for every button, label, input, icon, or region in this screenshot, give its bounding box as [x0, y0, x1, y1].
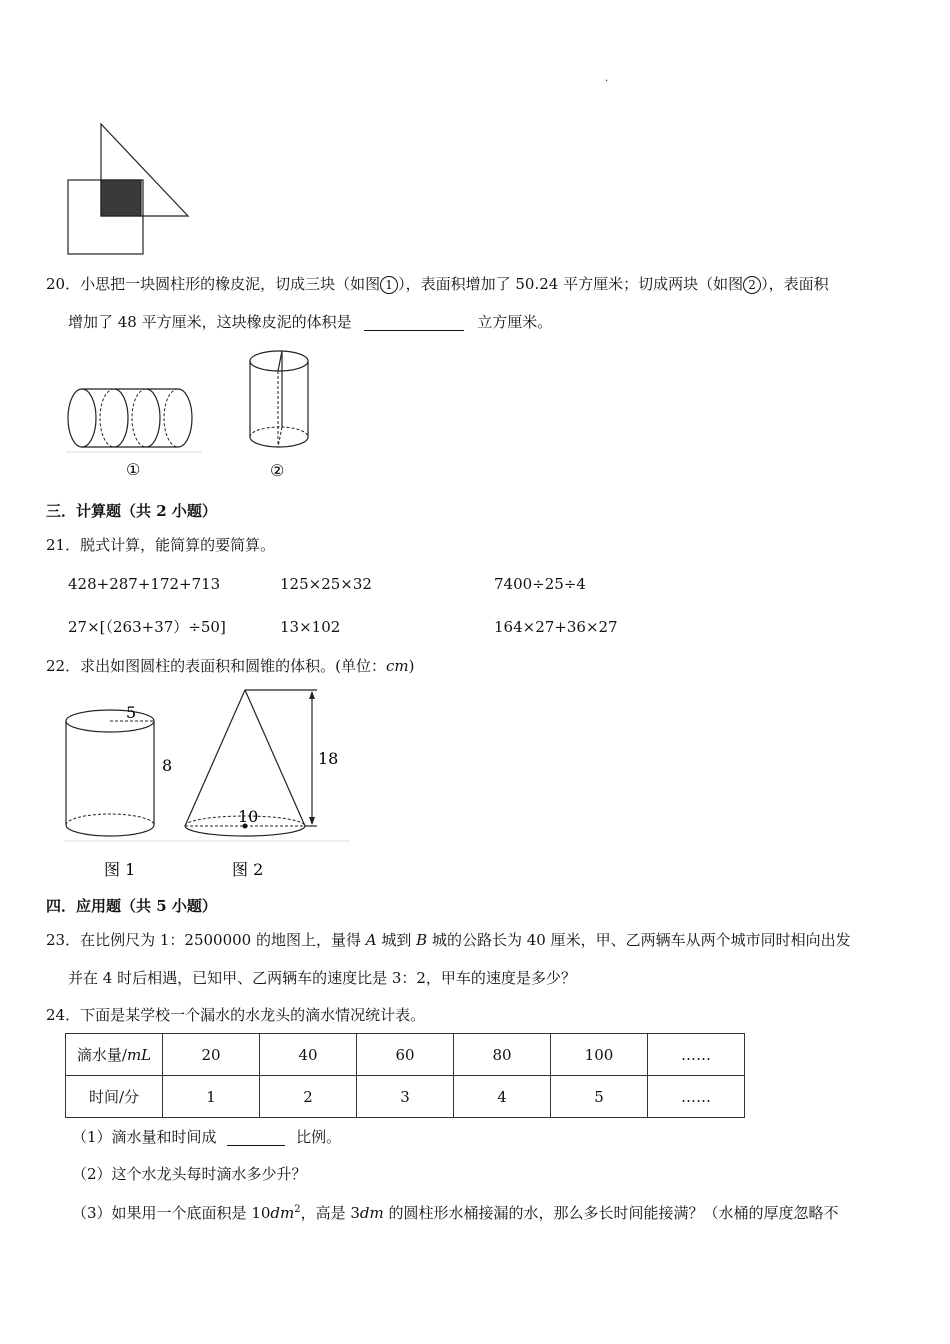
q21-expr-6: 164×27+36×27 — [494, 618, 618, 636]
q21-expr-4: 27×[（263+37）÷50] — [68, 618, 226, 636]
q24-sub3: （3）如果用一个底面积是 $10dm^2$，高是 3dm 的圆柱形水桶接漏的水，那么多长时间能接满？（水桶的厚度忽略不 — [72, 1204, 839, 1222]
fig2-label: ② — [270, 461, 285, 480]
table-cell: 5 — [551, 1076, 648, 1118]
header-dot: . — [605, 73, 609, 84]
table-cell: 80 — [454, 1034, 551, 1076]
ratio-blank[interactable] — [227, 1130, 285, 1146]
q21-expr-2: 125×25×32 — [280, 575, 372, 593]
cone-diameter-label: 10 — [238, 807, 259, 826]
table-head-time: 时间/分 — [66, 1076, 163, 1118]
section-4-title: 四．应用题（共 5 小题） — [46, 897, 217, 915]
table-cell: 40 — [260, 1034, 357, 1076]
q20-line1: 20．小思把一块圆柱形的橡皮泥，切成三块（如图 1 ），表面积增加了 50.24 平方厘米；切成两块（如图 2 ），表面积 — [46, 275, 829, 293]
cylinder-three-pieces-figure — [62, 385, 207, 485]
table-cell: 1 — [163, 1076, 260, 1118]
cylinder-radius-label: 5 — [126, 703, 137, 722]
table-cell: 100 — [551, 1034, 648, 1076]
cylinder-two-pieces-figure — [242, 343, 317, 485]
table-cell: 3 — [357, 1076, 454, 1118]
table-cell: …… — [648, 1034, 745, 1076]
figure-1-caption: 图 1 — [104, 860, 136, 879]
q24-sub1: （1）滴水量和时间成 比例。 — [72, 1128, 342, 1146]
table-row — [66, 1076, 745, 1118]
q22-text: 22．求出如图圆柱的表面积和圆锥的体积。(单位：cm) — [46, 657, 415, 675]
table-cell: …… — [648, 1076, 745, 1118]
figure-2-caption: 图 2 — [232, 860, 264, 879]
q23-line2: 并在 4 时后相遇，已知甲、乙两辆车的速度比是 3：2，甲车的速度是多少？ — [68, 969, 576, 987]
fig1-mark: 1 — [380, 276, 398, 294]
table-cell: 60 — [357, 1034, 454, 1076]
answer-blank[interactable] — [364, 315, 464, 331]
q24-sub2: （2）这个水龙头每时滴水多少升？ — [72, 1165, 307, 1183]
table-cell: 4 — [454, 1076, 551, 1118]
cylinder-height-label: 8 — [162, 756, 173, 775]
fig2-mark: 2 — [743, 276, 761, 294]
table-head-water: 滴水量/mL — [66, 1034, 163, 1076]
q24-text: 24．下面是某学校一个漏水的水龙头的滴水情况统计表。 — [46, 1006, 426, 1024]
cone-height-label: 18 — [318, 749, 339, 768]
cylinder-cone-figure — [62, 688, 352, 888]
drip-data-table — [65, 1033, 745, 1118]
q20-line2: 增加了 48 平方厘米，这块橡皮泥的体积是 立方厘米。 — [68, 313, 553, 331]
table-cell: 2 — [260, 1076, 357, 1118]
q21-expr-5: 13×102 — [280, 618, 341, 636]
q23-line1: 23．在比例尺为 1：2500000 的地图上，量得 A 城到 B 城的公路长为 40 厘米，甲、乙两辆车从两个城市同时相向出发 — [46, 931, 851, 949]
q21-expr-3: 7400÷25÷4 — [494, 575, 586, 593]
q21-expr-1: 428+287+172+713 — [68, 575, 221, 593]
table-row — [66, 1034, 745, 1076]
triangle-square-figure — [60, 118, 200, 258]
table-cell: 20 — [163, 1034, 260, 1076]
fig1-label: ① — [126, 460, 141, 479]
q21-text: 21．脱式计算，能简算的要简算。 — [46, 536, 276, 554]
section-3-title: 三．计算题（共 2 小题） — [46, 502, 217, 520]
